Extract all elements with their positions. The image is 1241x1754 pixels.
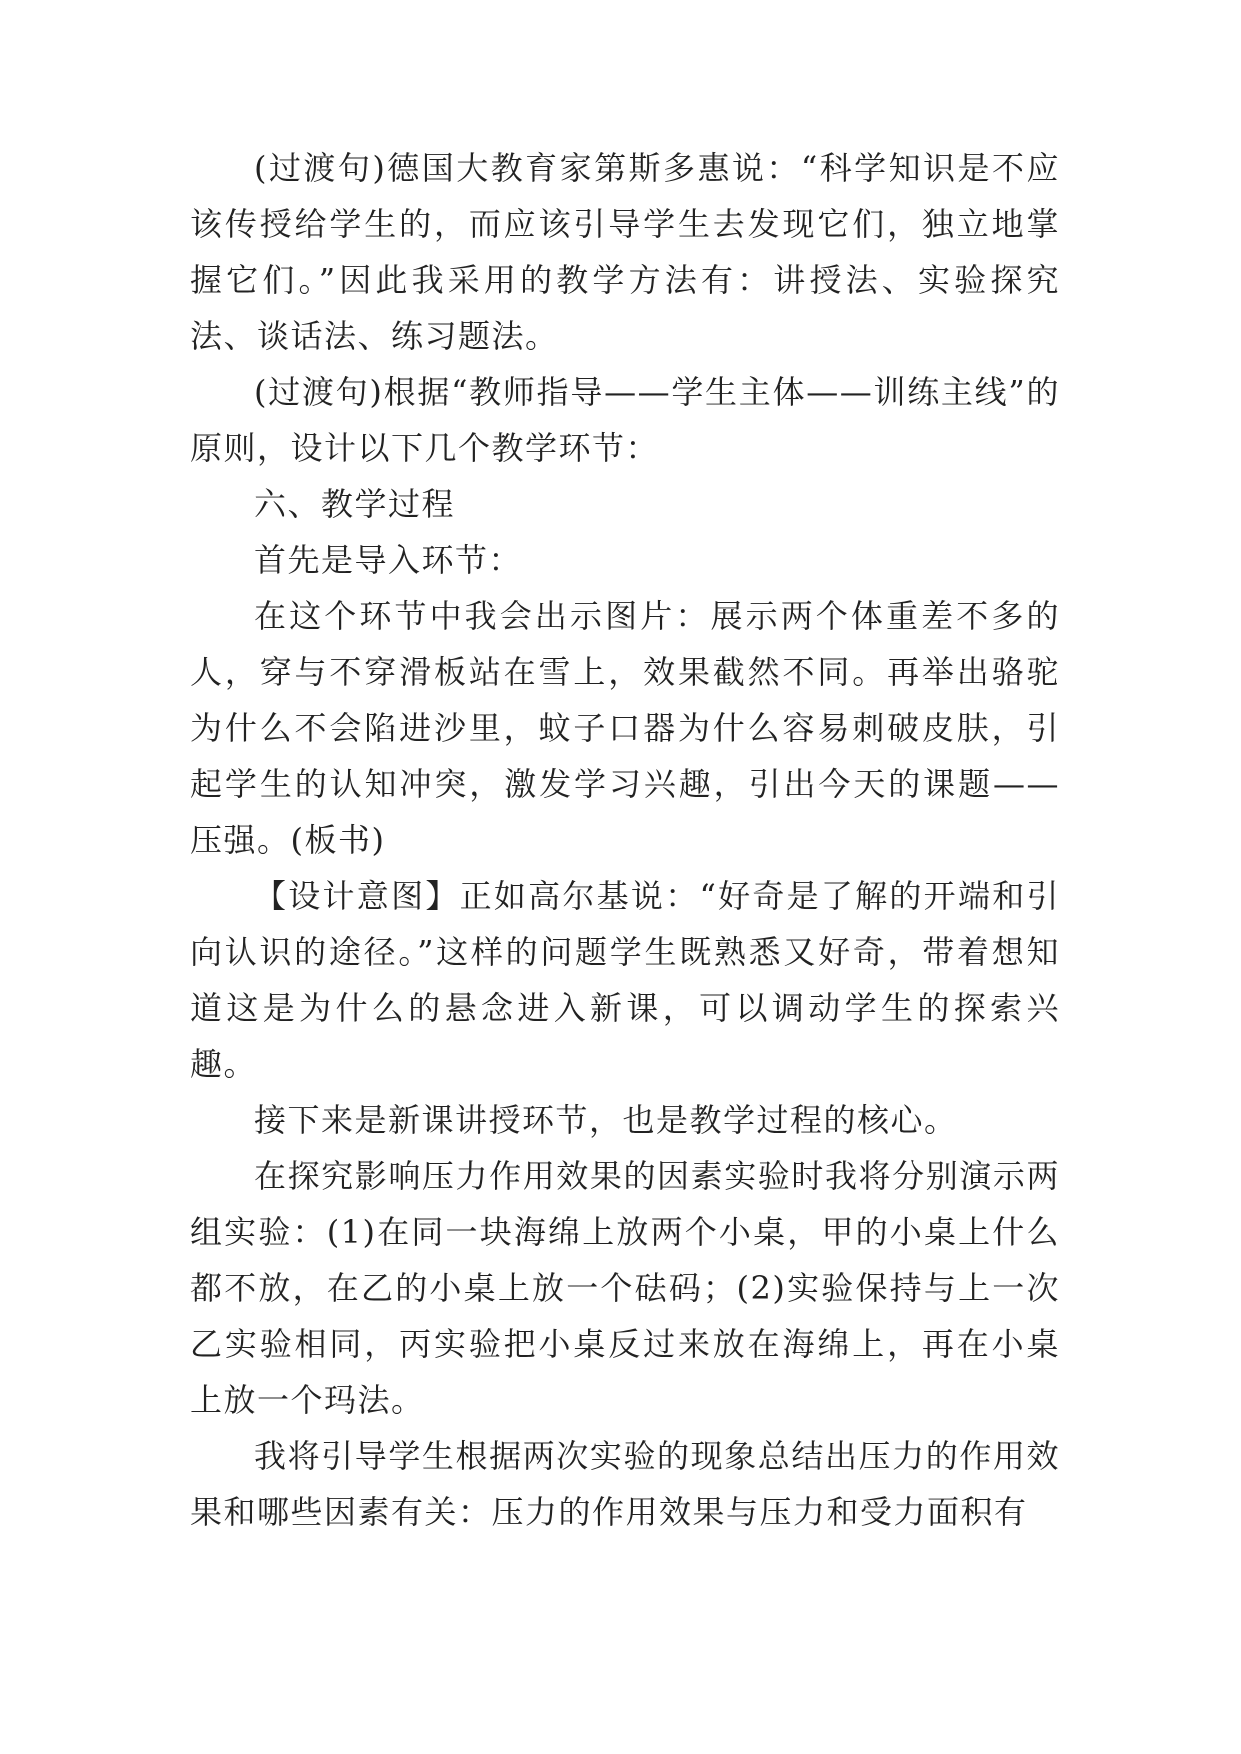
paragraph-design-intent: 【设计意图】正如高尔基说：“好奇是了解的开端和引向认识的途径。”这样的问题学生既熟悉又好奇，带着想知道这是为什么的悬念进入新课，可以调动学生的探索兴趣。	[190, 877, 1060, 1083]
paragraph-experiments: 在探究影响压力作用效果的因素实验时我将分别演示两组实验：(1)在同一块海绵上放两个小桌，甲的小桌上什么都不放，在乙的小桌上放一个砝码；(2)实验保持与上一次乙实验相同，丙实验把小桌反过来放在海绵上，再在小桌上放一个玛法。	[190, 1157, 1060, 1419]
paragraph-transition-method: (过渡句)德国大教育家第斯多惠说：“科学知识是不应该传授给学生的，而应该引导学生去发现它们，独立地掌握它们。”因此我采用的教学方法有：讲授法、实验探究法、谈话法、练习题法。	[190, 149, 1060, 355]
section-heading-teaching-process: 六、教学过程	[254, 485, 456, 523]
paragraph-transition-principle: (过渡句)根据“教师指导——学生主体——训练主线”的原则，设计以下几个教学环节：	[190, 373, 1060, 467]
document-page	[190, 140, 1060, 1540]
paragraph-intro-stage: 首先是导入环节：	[254, 541, 523, 579]
paragraph-guidance: 我将引导学生根据两次实验的现象总结出压力的作用效果和哪些因素有关：压力的作用效果与压力和受力面积有	[190, 1437, 1060, 1531]
paragraph-intro-detail: 在这个环节中我会出示图片：展示两个体重差不多的人，穿与不穿滑板站在雪上，效果截然不同。再举出骆驼为什么不会陷进沙里，蚊子口器为什么容易刺破皮肤，引起学生的认知冲突，激发学习兴趣，引出今天的课题——压强。(板书)	[190, 597, 1060, 859]
paragraph-new-lesson: 接下来是新课讲授环节，也是教学过程的核心。	[254, 1101, 958, 1139]
